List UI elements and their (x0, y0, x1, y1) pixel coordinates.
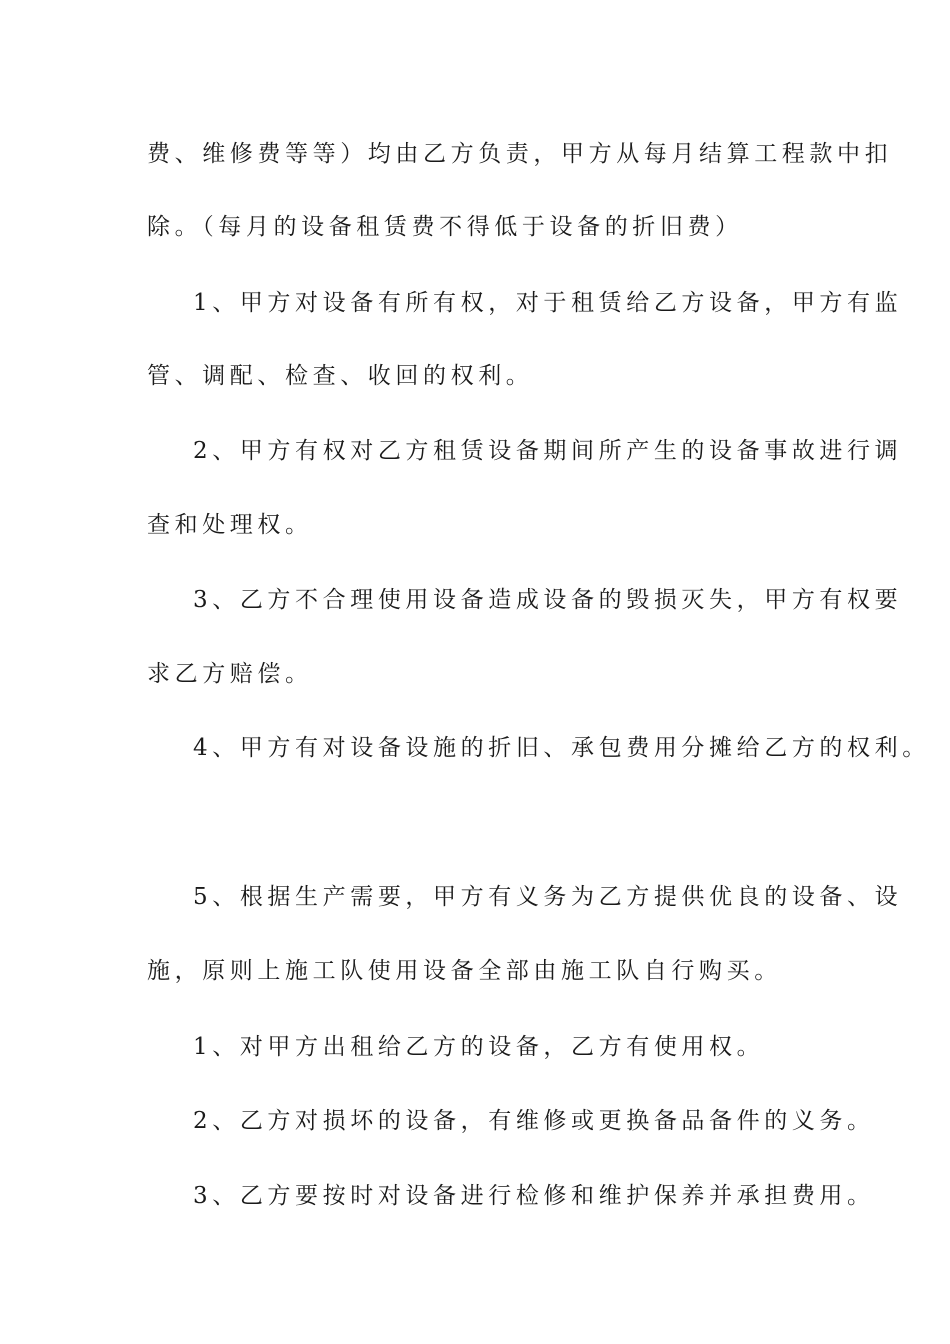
obligation-item-2: 2、乙方对损坏的设备，有维修或更换备品备件的义务。 (193, 1108, 875, 1134)
paragraph-5-line-1: 5、根据生产需要，甲方有义务为乙方提供优良的设备、设 (193, 884, 903, 910)
paragraph-1-line-1: 1、甲方对设备有所有权，对于租赁给乙方设备，甲方有监 (193, 290, 903, 316)
paragraph-3-line-1: 3、乙方不合理使用设备造成设备的毁损灭失，甲方有权要 (193, 587, 903, 613)
paragraph-4: 4、甲方有对设备设施的折旧、承包费用分摊给乙方的权利。 (193, 735, 930, 761)
obligation-item-1: 1、对甲方出租给乙方的设备，乙方有使用权。 (193, 1034, 765, 1060)
paragraph-2-line-1: 2、甲方有权对乙方租赁设备期间所产生的设备事故进行调 (193, 438, 903, 464)
text-line: 费、维修费等等）均由乙方负责，甲方从每月结算工程款中扣 (147, 141, 893, 167)
paragraph-1-line-2: 管、调配、检查、收回的权利。 (147, 363, 534, 389)
paragraph-2-line-2: 查和处理权。 (147, 512, 313, 538)
text-line: 除。（每月的设备租赁费不得低于设备的折旧费） (147, 214, 743, 240)
obligation-item-3: 3、乙方要按时对设备进行检修和维护保养并承担费用。 (193, 1183, 875, 1209)
paragraph-3-line-2: 求乙方赔偿。 (147, 661, 313, 687)
paragraph-5-line-2: 施，原则上施工队使用设备全部由施工队自行购买。 (147, 958, 782, 984)
